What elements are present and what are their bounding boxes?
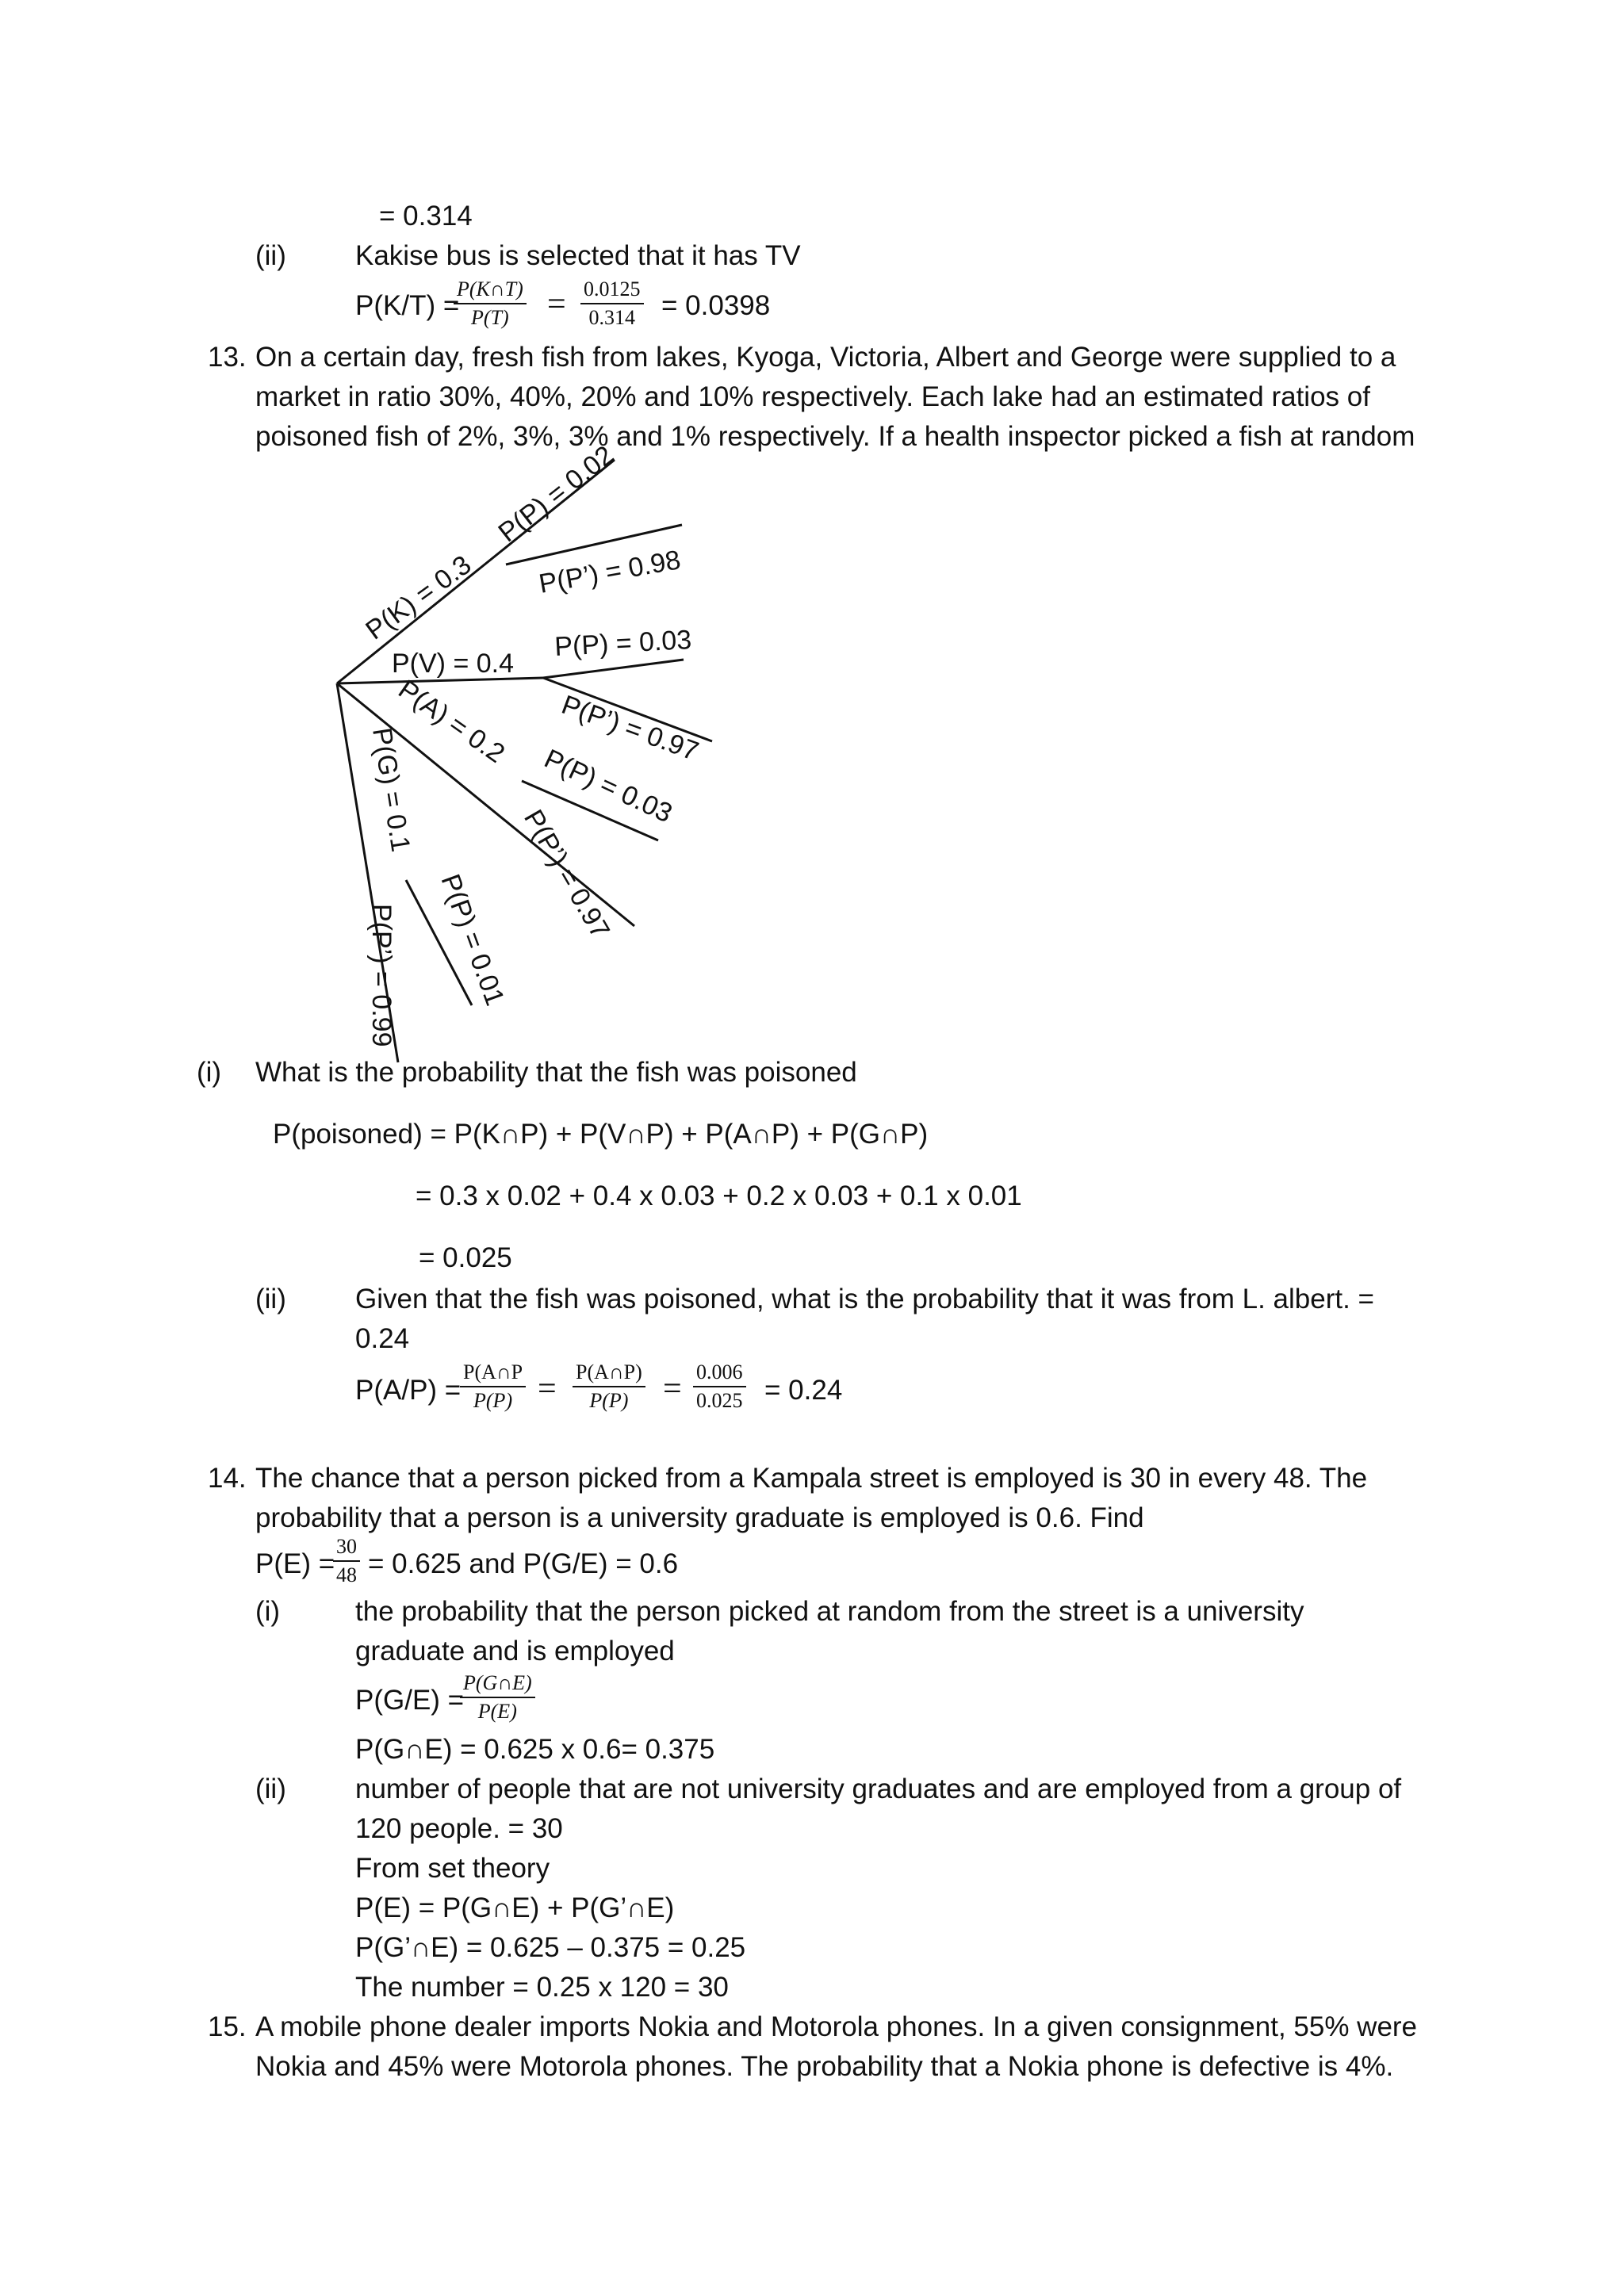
q14-pe-rest: = 0.625 and P(G/E) = 0.6 [368, 1548, 679, 1579]
q13-ii-fraction-2 [573, 1360, 645, 1413]
fraction-numerator: P(A∩P) [573, 1360, 645, 1387]
q13-ii-result: = 0.24 [764, 1375, 843, 1406]
q14-line-2: probability that a person is a university graduate is employed is 0.6. Find [255, 1502, 1144, 1533]
fraction-denominator: 48 [336, 1563, 357, 1586]
tree-branch-v [337, 678, 543, 683]
fraction-numerator: P(A∩P [460, 1360, 526, 1387]
q13-i-text: What is the probability that the fish was poisoned [255, 1057, 857, 1088]
tree-label-k-p: P(P) = 0.02 [492, 439, 620, 549]
q15-number: 15. [208, 2011, 247, 2042]
tree-label-k: P(K) = 0.3 [360, 549, 477, 646]
q14-i-eq-lhs: P(G/E) = [355, 1685, 465, 1716]
q13-ii-label: (ii) [255, 1284, 286, 1314]
q13-i-label: (i) [197, 1057, 222, 1088]
q14-ii-text-1: number of people that are not university graduates and are employed from a group of [355, 1774, 1402, 1804]
q13-ii-eq-lhs: P(A/P) = [355, 1375, 462, 1406]
q14-i-fraction [460, 1671, 535, 1724]
q14-ii-line-1: From set theory [355, 1853, 550, 1884]
tree-label-v-p: P(P) = 0.03 [553, 624, 693, 662]
q15-line-2: Nokia and 45% were Motorola phones. The probability that a Nokia phone is defective is 4%. [255, 2051, 1394, 2082]
q14-ii-line-2: P(E) = P(G∩E) + P(G’∩E) [355, 1892, 675, 1923]
tree-label-v: P(V) = 0.4 [392, 649, 515, 679]
fraction-denominator: P(T) [471, 306, 509, 329]
q14-line-1: The chance that a person picked from a Kampala street is employed is 30 in every 48. The [255, 1463, 1368, 1494]
fraction-numerator: P(G∩E) [460, 1671, 535, 1698]
q13-line-3: poisoned fish of 2%, 3%, 3% and 1% respectively. If a health inspector picked a fish at random [255, 421, 1415, 452]
tree-label-g-p: P(P) = 0.01 [435, 870, 511, 1010]
q13-line-2: market in ratio 30%, 40%, 20% and 10% respectively. Each lake had an estimated ratios of [255, 381, 1370, 412]
q14-ii-line-3: P(G’∩E) = 0.625 – 0.375 = 0.25 [355, 1932, 746, 1963]
q13-ii-eq-sign-2: = [663, 1371, 682, 1407]
q13-i-line-1: P(poisoned) = P(K∩P) + P(V∩P) + P(A∩P) + P(G∩P) [273, 1119, 929, 1150]
tree-label-a: P(A) = 0.2 [393, 674, 511, 769]
fraction-numerator: 30 [333, 1535, 360, 1562]
q13-line-1: On a certain day, fresh fish from lakes, Kyoga, Victoria, Albert and George were supplied to a [255, 342, 1396, 373]
q13-number: 13. [208, 342, 247, 373]
prev-ii-label: (ii) [255, 240, 286, 271]
tree-label-a-p: P(P) = 0.03 [539, 743, 677, 829]
tree-label-g: P(G) = 0.1 [366, 725, 416, 855]
q13-i-line-2: = 0.3 x 0.02 + 0.4 x 0.03 + 0.2 x 0.03 + 0.1 x 0.01 [416, 1181, 1022, 1211]
prev-ii-text: Kakise bus is selected that it has TV [355, 240, 801, 271]
q14-ii-label: (ii) [255, 1774, 286, 1804]
q13-i-line-3: = 0.025 [419, 1242, 512, 1273]
fraction-denominator: 0.025 [696, 1389, 743, 1412]
fraction-denominator: P(P) [473, 1389, 513, 1412]
fraction-denominator: P(E) [477, 1700, 517, 1723]
q14-pe-fraction [333, 1535, 360, 1587]
fraction-numerator: 0.006 [693, 1360, 746, 1387]
q14-pe-lhs: P(E) = [255, 1548, 335, 1579]
q14-ii-text-2: 120 people. = 30 [355, 1813, 563, 1844]
fraction-numerator: P(K∩T) [454, 277, 527, 304]
prev-result-line: = 0.314 [379, 201, 473, 232]
q14-i-label: (i) [255, 1596, 281, 1627]
q13-ii-text-1: Given that the fish was poisoned, what is the probability that it was from L. albert. = [355, 1284, 1374, 1314]
q13-ii-fraction-3 [693, 1360, 746, 1413]
fraction-denominator: P(P) [589, 1389, 629, 1412]
tree-branch-v-p [543, 660, 684, 678]
q14-ii-line-4: The number = 0.25 x 120 = 30 [355, 1972, 729, 2003]
prev-ii-eq-result: = 0.0398 [661, 290, 771, 321]
q14-number: 14. [208, 1463, 247, 1494]
q14-i-text-2: graduate and is employed [355, 1636, 675, 1667]
q14-i-text-1: the probability that the person picked at random from the street is a university [355, 1596, 1304, 1627]
tree-label-k-p-prime: P(P’) = 0.98 [536, 545, 684, 599]
q13-ii-eq-sign-1: = [538, 1371, 557, 1407]
tree-label-a-p-prime: P(P’) = 0.97 [518, 805, 616, 944]
tree-label-v-p-prime: P(P’) = 0.97 [557, 689, 703, 767]
tree-label-g-p-prime: P(P’) = 0.99 [366, 904, 396, 1047]
q14-i-line: P(G∩E) = 0.625 x 0.6= 0.375 [355, 1734, 715, 1765]
q15-line-1: A mobile phone dealer imports Nokia and Motorola phones. In a given consignment, 55% were [255, 2011, 1418, 2042]
q13-ii-text-2: 0.24 [355, 1323, 410, 1354]
prev-ii-eq-lhs: P(K/T) = [355, 290, 460, 321]
fraction-denominator: 0.314 [588, 306, 635, 329]
prev-ii-eq-sign: = [547, 286, 566, 323]
fraction-numerator: 0.0125 [580, 277, 644, 304]
q13-ii-fraction-1 [460, 1360, 526, 1413]
